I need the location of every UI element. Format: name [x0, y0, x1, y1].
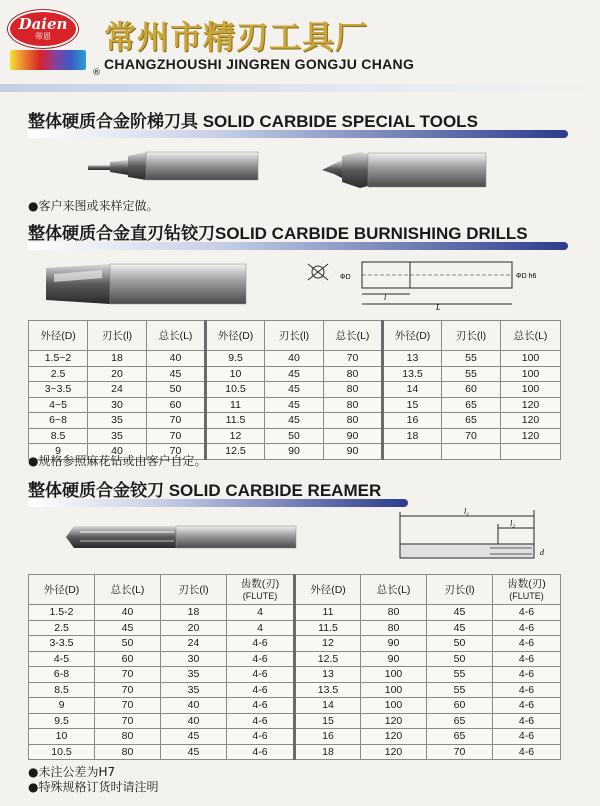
table-cell: 10: [206, 366, 265, 382]
header-total-length: 总长(L): [324, 321, 383, 351]
table-cell: 15: [383, 397, 442, 413]
section-title: 整体硬质合金直刃钻铰刀SOLID CARBIDE BURNISHING DRILLS: [28, 224, 528, 243]
header-total-length: 总长(L): [361, 575, 427, 605]
drawing-label-L: L: [436, 303, 441, 312]
table-cell: 45: [147, 366, 206, 382]
header-od: 外径(D): [383, 321, 442, 351]
table-cell: 70: [442, 428, 501, 444]
table-cell: 4-6: [493, 698, 561, 714]
table-cell: 9: [29, 444, 88, 460]
table-cell: 45: [265, 397, 324, 413]
header-flute-length: 刃长(l): [442, 321, 501, 351]
section-special-tools-heading: [28, 112, 568, 138]
header-flutes-en: (FLUTE): [242, 590, 278, 601]
table-cell: 4-6: [493, 651, 561, 667]
table-cell: 4: [227, 605, 295, 621]
table-cell: 9.5: [29, 713, 95, 729]
table-cell: 4-6: [227, 667, 295, 683]
table-cell: 80: [324, 397, 383, 413]
table-cell: 70: [95, 698, 161, 714]
logo-text: Daien: [18, 15, 68, 33]
table-cell: [501, 444, 561, 460]
table-cell: 80: [324, 382, 383, 398]
step-tool-image-2: [322, 150, 488, 192]
drawing-label-tolerance: ΦD h6: [516, 273, 537, 280]
table-cell: 120: [501, 397, 561, 413]
table-cell: 40: [161, 698, 227, 714]
table-cell: 50: [265, 428, 324, 444]
table-row: [29, 713, 561, 729]
header-divider: [0, 84, 600, 92]
header-flute-length: 刃长(l): [161, 575, 227, 605]
table-cell: 1.5~2: [29, 351, 88, 367]
table-cell: 70: [95, 667, 161, 683]
drawing-label-l: l: [384, 293, 387, 302]
logo-color-strip: [10, 50, 86, 70]
table-cell: 45: [161, 744, 227, 760]
header-flutes-en: (FLUTE): [509, 590, 544, 601]
table-cell: 90: [361, 651, 427, 667]
table-cell: 40: [147, 351, 206, 367]
table-cell: 16: [295, 729, 361, 745]
table-cell: 45: [427, 605, 493, 621]
reamer-image: [66, 522, 298, 552]
table-cell: 4~5: [29, 397, 88, 413]
section1-note: ●客户来图或来样定做。: [28, 199, 159, 213]
table-cell: 1.5-2: [29, 605, 95, 621]
table-cell: 120: [361, 713, 427, 729]
table-cell: 40: [95, 605, 161, 621]
table-row: [29, 428, 561, 444]
table-header-row: [29, 321, 561, 351]
table-cell: 65: [427, 729, 493, 745]
drawing-label-d: d: [540, 548, 544, 557]
table-cell: 12.5: [206, 444, 265, 460]
table-cell: 4-6: [493, 729, 561, 745]
table-cell: 24: [161, 636, 227, 652]
section-reamer-heading: [28, 481, 408, 507]
table-cell: 45: [265, 382, 324, 398]
table-cell: 90: [324, 444, 383, 460]
table-cell: 65: [427, 713, 493, 729]
table-cell: 4-6: [493, 713, 561, 729]
table-cell: 3~3.5: [29, 382, 88, 398]
table-cell: 24: [88, 382, 147, 398]
table-cell: 80: [324, 413, 383, 429]
table-cell: 2.5: [29, 620, 95, 636]
table-cell: [383, 444, 442, 460]
table-cell: 70: [95, 682, 161, 698]
table-row: [29, 382, 561, 398]
table-row: [29, 397, 561, 413]
header-total-length: 总长(L): [501, 321, 561, 351]
table-cell: 100: [501, 351, 561, 367]
drawing-label-l1: l₁: [464, 507, 470, 516]
header-flute-length: 刃长(l): [427, 575, 493, 605]
table-cell: 55: [442, 351, 501, 367]
table-row: [29, 698, 561, 714]
table-cell: 13: [295, 667, 361, 683]
company-name-en: CHANGZHOUSHI JINGREN GONGJU CHANG: [104, 56, 415, 72]
logo-badge: [8, 10, 78, 48]
table-row: [29, 651, 561, 667]
table-cell: 80: [95, 729, 161, 745]
table-cell: 30: [88, 397, 147, 413]
table-cell: 18: [383, 428, 442, 444]
table-cell: 80: [95, 744, 161, 760]
table-row: [29, 351, 561, 367]
table-cell: 70: [147, 413, 206, 429]
table-cell: 35: [88, 413, 147, 429]
table-cell: 80: [361, 620, 427, 636]
table-cell: 60: [442, 382, 501, 398]
header-od: 外径(D): [29, 321, 88, 351]
table-cell: 4-6: [493, 744, 561, 760]
reamer-drawing: [394, 506, 554, 566]
table-cell: 9.5: [206, 351, 265, 367]
table-cell: 4-6: [227, 636, 295, 652]
table-cell: 4-6: [493, 620, 561, 636]
table-cell: 40: [161, 713, 227, 729]
table-cell: 14: [295, 698, 361, 714]
table-cell: 60: [95, 651, 161, 667]
table-cell: 4-6: [227, 729, 295, 745]
table-cell: 70: [324, 351, 383, 367]
table-cell: 12: [206, 428, 265, 444]
table-cell: 100: [501, 366, 561, 382]
table-cell: 100: [361, 667, 427, 683]
table-cell: 2.5: [29, 366, 88, 382]
section3-note-1: ●未注公差为H7: [28, 765, 116, 779]
table-cell: 10: [29, 729, 95, 745]
header-total-length: 总长(L): [147, 321, 206, 351]
company-logo: [8, 10, 101, 78]
table-cell: 35: [88, 428, 147, 444]
table-cell: 120: [361, 744, 427, 760]
table-cell: 20: [161, 620, 227, 636]
table-cell: 4-6: [493, 605, 561, 621]
table-cell: 12: [295, 636, 361, 652]
table-cell: 45: [161, 729, 227, 745]
header-total-length: 总长(L): [95, 575, 161, 605]
table-cell: 80: [361, 605, 427, 621]
table-cell: 4-6: [227, 682, 295, 698]
table-row: [29, 366, 561, 382]
table-cell: 12.5: [295, 651, 361, 667]
section3-note-2: ●特殊规格订货时请注明: [28, 780, 159, 794]
table-cell: 11.5: [206, 413, 265, 429]
table-cell: 3-3.5: [29, 636, 95, 652]
table-row: [29, 413, 561, 429]
table-cell: 70: [147, 428, 206, 444]
table-cell: 11: [206, 397, 265, 413]
table-row: [29, 636, 561, 652]
table-cell: 18: [161, 605, 227, 621]
table-cell: 4-6: [493, 667, 561, 683]
table-cell: 120: [501, 428, 561, 444]
table-cell: 100: [501, 382, 561, 398]
table-cell: 90: [265, 444, 324, 460]
table-cell: 50: [147, 382, 206, 398]
table-cell: 4: [227, 620, 295, 636]
table-cell: 40: [88, 444, 147, 460]
table-cell: 45: [427, 620, 493, 636]
table-row: [29, 744, 561, 760]
table-cell: 14: [383, 382, 442, 398]
burnishing-drill-spec-table: [28, 320, 561, 460]
table-cell: 10.5: [29, 744, 95, 760]
table-cell: 120: [501, 413, 561, 429]
table-cell: 50: [95, 636, 161, 652]
header-flutes-cn: 齿数(刃): [240, 577, 280, 590]
table-cell: 4-6: [227, 713, 295, 729]
table-cell: 100: [361, 698, 427, 714]
header-flutes-cn: 齿数(刃): [507, 577, 546, 590]
table-cell: 4-6: [227, 698, 295, 714]
reamer-spec-table: [28, 574, 561, 760]
table-cell: 55: [427, 682, 493, 698]
header-flute-length: 刃长(l): [88, 321, 147, 351]
table-cell: 35: [161, 667, 227, 683]
table-cell: 18: [88, 351, 147, 367]
header-od: 外径(D): [206, 321, 265, 351]
table-cell: 65: [442, 397, 501, 413]
header-od: 外径(D): [29, 575, 95, 605]
table-cell: 8.5: [29, 428, 88, 444]
drawing-label-l2: l₂: [510, 519, 516, 528]
table-row: [29, 682, 561, 698]
table-cell: 45: [265, 366, 324, 382]
drawing-label-d: ΦD: [340, 274, 351, 281]
table-row: [29, 620, 561, 636]
table-cell: [442, 444, 501, 460]
table-cell: 50: [427, 636, 493, 652]
table-cell: 13.5: [295, 682, 361, 698]
table-cell: 20: [88, 366, 147, 382]
table-header-row: [29, 575, 561, 605]
table-cell: 13: [383, 351, 442, 367]
table-cell: 60: [427, 698, 493, 714]
section-title: 整体硬质合金阶梯刀具 SOLID CARBIDE SPECIAL TOOLS: [28, 112, 478, 131]
table-cell: 60: [147, 397, 206, 413]
table-cell: 4-6: [227, 651, 295, 667]
table-cell: 55: [442, 366, 501, 382]
table-cell: 8.5: [29, 682, 95, 698]
section2-note: ●规格参照麻花钻或由客户自定。: [28, 454, 207, 468]
table-cell: 13.5: [383, 366, 442, 382]
table-cell: 9: [29, 698, 95, 714]
table-cell: 4-5: [29, 651, 95, 667]
table-cell: 40: [265, 351, 324, 367]
table-cell: 11: [295, 605, 361, 621]
table-cell: 120: [361, 729, 427, 745]
step-tool-image-1: [88, 150, 260, 184]
company-name-cn: 常州市精刃工具厂: [104, 18, 369, 56]
header-flutes: [227, 575, 295, 605]
table-cell: 30: [161, 651, 227, 667]
table-cell: 4-6: [227, 744, 295, 760]
table-cell: 4-6: [493, 682, 561, 698]
table-cell: 4-6: [493, 636, 561, 652]
table-cell: 80: [324, 366, 383, 382]
registered-mark: ®: [92, 68, 101, 78]
table-cell: 15: [295, 713, 361, 729]
header-flute-length: 刃长(l): [265, 321, 324, 351]
table-cell: 90: [324, 428, 383, 444]
table-cell: 35: [161, 682, 227, 698]
section-burnishing-drills-heading: [28, 224, 568, 250]
table-cell: 100: [361, 682, 427, 698]
burnishing-drill-drawing: [300, 254, 540, 312]
table-row: [29, 605, 561, 621]
table-cell: 18: [295, 744, 361, 760]
table-row: [29, 729, 561, 745]
table-cell: 45: [95, 620, 161, 636]
table-cell: 45: [265, 413, 324, 429]
table-cell: 65: [442, 413, 501, 429]
table-cell: 11.5: [295, 620, 361, 636]
page-header: [0, 0, 600, 82]
table-cell: 16: [383, 413, 442, 429]
table-cell: 70: [95, 713, 161, 729]
table-cell: 70: [147, 444, 206, 460]
table-cell: 6~8: [29, 413, 88, 429]
table-cell: 70: [427, 744, 493, 760]
table-cell: 6-8: [29, 667, 95, 683]
burnishing-drill-image: [40, 260, 248, 308]
section-title: 整体硬质合金铰刀 SOLID CARBIDE REAMER: [28, 481, 382, 500]
table-row: [29, 667, 561, 683]
logo-subtext: 带恩: [35, 32, 51, 41]
table-cell: 90: [361, 636, 427, 652]
header-flutes: [493, 575, 561, 605]
table-cell: 55: [427, 667, 493, 683]
table-cell: 50: [427, 651, 493, 667]
table-cell: 10.5: [206, 382, 265, 398]
header-od: 外径(D): [295, 575, 361, 605]
